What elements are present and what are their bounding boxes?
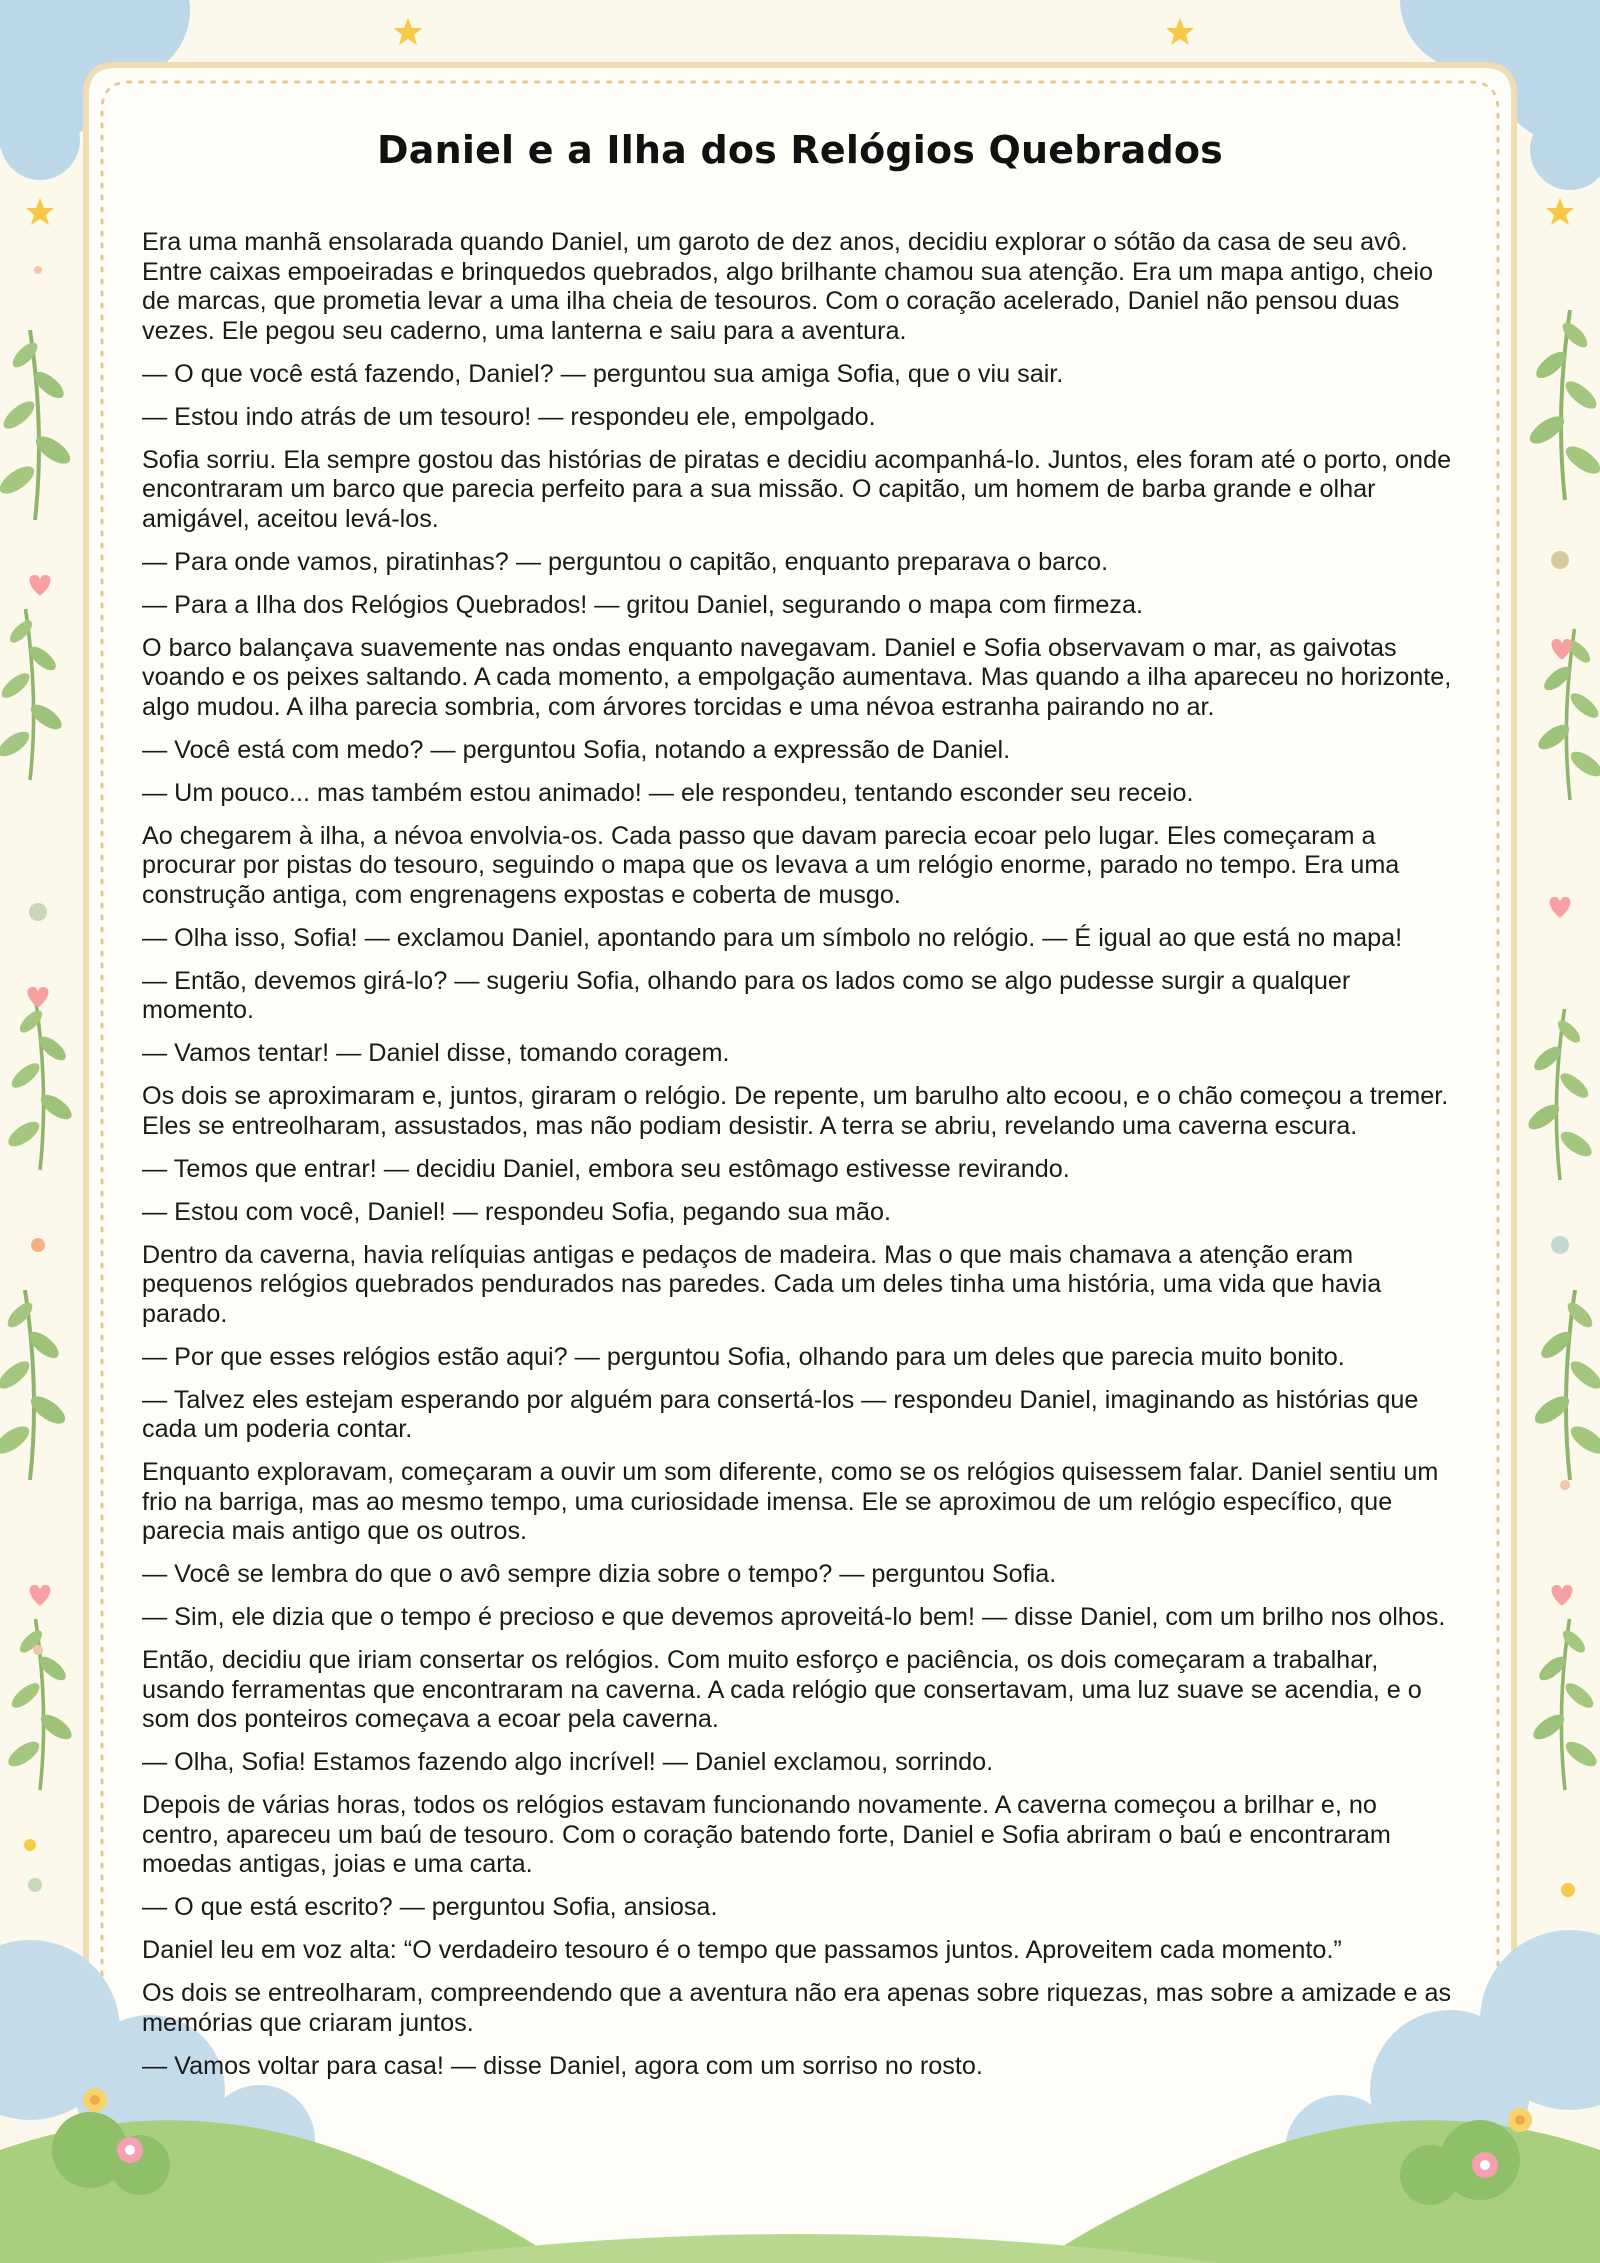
story-paragraph: Então, decidiu que iriam consertar os relógios. Com muito esforço e paciência, os dois começaram a trabalhar, usando ferramentas que encontraram na caverna. A cada relógio que consertavam, uma luz suave se acendia, e o som dos ponteiros começava a ecoar pela caverna. [142,1646,1422,1733]
story-paragraph: Os dois se entreolharam, compreendendo que a aventura não era apenas sobre riquezas, mas sobre a amizade e as memórias que criaram juntos. [142,1979,1452,2037]
story-paragraph: Dentro da caverna, havia relíquias antigas e pedaços de madeira. Mas o que mais chamava a atenção eram pequenos relógios quebrados pendurados nas paredes. Cada um deles tinha uma história, uma vida que havia parado. [142,1240,1382,1328]
story-paragraph: — Olha isso, Sofia! — exclamou Daniel, apontando para um símbolo no relógio. — É igual ao que está no mapa! [142,923,1403,952]
story-paragraph: — Vamos tentar! — Daniel disse, tomando coragem. [142,1039,730,1067]
story-paragraph: — Um pouco... mas também estou animado! — ele respondeu, tentando esconder seu receio. [142,778,1194,807]
story-paragraph: Daniel leu em voz alta: “O verdadeiro tesouro é o tempo que passamos juntos. Aproveitem cada momento.” [142,1936,1342,1964]
story-paragraph: Era uma manhã ensolarada quando Daniel, um garoto de dez anos, decidiu explorar o sótão da casa de seu avô. Entre caixas empoeiradas e brinquedos quebrados, algo brilhante chamou sua atenção. Era um mapa antigo, cheio de marcas, que prometia levar a uma ilha cheia de tesouros. Com o coração acelerado, Daniel não pensou duas vezes. Ele pegou seu caderno, uma lanterna e saiu para a aventura. [142,228,1433,345]
story-paragraph: — Olha, Sofia! Estamos fazendo algo incrível! — Daniel exclamou, sorrindo. [142,1748,994,1776]
story-paragraph: — Temos que entrar! — decidiu Daniel, embora seu estômago estivesse revirando. [142,1154,1070,1183]
story-body [142,228,1458,2095]
story-paragraph: — Estou com você, Daniel! — respondeu Sofia, pegando sua mão. [142,1197,892,1226]
story-paragraph: Os dois se aproximaram e, juntos, giraram o relógio. De repente, um barulho alto ecoou, e o chão começou a tremer. Eles se entreolharam, assustados, mas não podiam desistir. A terra se abriu, revelando uma caverna escura. [142,1082,1449,1140]
story-paragraph: O barco balançava suavemente nas ondas enquanto navegavam. Daniel e Sofia observavam o mar, as gaivotas voando e os peixes saltando. A cada momento, a empolgação aumentava. Mas quando a ilha apareceu no horizonte, algo mudou. A ilha parecia sombria, com árvores torcidas e uma névoa estranha pairando no ar. [142,633,1452,721]
story-paragraph: Enquanto exploravam, começaram a ouvir um som diferente, como se os relógios quisessem falar. Daniel sentiu um frio na barriga, mas ao mesmo tempo, uma curiosidade imensa. Ele se aproximou de um relógio específico, que parecia mais antigo que os outros. [142,1458,1439,1545]
story-paragraph: — Sim, ele dizia que o tempo é precioso e que devemos aproveitá-lo bem! — disse Daniel, com um brilho nos olhos. [142,1603,1446,1631]
story-paragraph: — Talvez eles estejam esperando por alguém para consertá-los — respondeu Daniel, imaginando as histórias que cada um poderia contar. [142,1385,1419,1443]
leaf-sprigs-right [1524,310,1600,1790]
story-paragraph: Ao chegarem à ilha, a névoa envolvia-os. Cada passo que davam parecia ecoar pelo lugar. Eles começaram a procurar por pistas do tesouro, seguindo o mapa que os levava a um relógio enorme, parado no tempo. Era uma construção antiga, com engrenagens expostas e coberta de musgo. [142,821,1400,909]
story-paragraph: Sofia sorriu. Ela sempre gostou das histórias de piratas e decidiu acompanhá-lo. Juntos, eles foram até o porto, onde encontraram um barco que parecia perfeito para a sua missão. O capitão, um homem de barba grande e olhar amigável, aceitou levá-los. [142,445,1452,533]
leaf-sprigs-left [0,330,76,1790]
story-paragraph: — Então, devemos girá-lo? — sugeriu Sofia, olhando para os lados como se algo pudesse surgir a qualquer momento. [142,966,1351,1024]
story-paragraph: — O que está escrito? — perguntou Sofia, ansiosa. [142,1893,718,1921]
story-paragraph: — Você se lembra do que o avô sempre dizia sobre o tempo? — perguntou Sofia. [142,1560,1057,1588]
story-paragraph: — Para a Ilha dos Relógios Quebrados! — gritou Daniel, segurando o mapa com firmeza. [142,590,1144,619]
story-title: Daniel e a Ilha dos Relógios Quebrados [377,128,1223,172]
story-paragraph: — Para onde vamos, piratinhas? — perguntou o capitão, enquanto preparava o barco. [142,547,1109,576]
story-paragraph: — Você está com medo? — perguntou Sofia, notando a expressão de Daniel. [142,735,1011,764]
story-paragraph: Depois de várias horas, todos os relógios estavam funcionando novamente. A caverna começou a brilhar e, no centro, apareceu um baú de tesouro. Com o coração batendo forte, Daniel e Sofia abriram o baú e encontraram moedas antigas, joias e uma carta. [142,1791,1391,1878]
story-paragraph: — Vamos voltar para casa! — disse Daniel, agora com um sorriso no rosto. [142,2051,983,2080]
story-paragraph: — O que você está fazendo, Daniel? — perguntou sua amiga Sofia, que o viu sair. [142,359,1064,388]
story-paragraph: — Estou indo atrás de um tesouro! — respondeu ele, empolgado. [142,402,876,431]
story-paragraph: — Por que esses relógios estão aqui? — perguntou Sofia, olhando para um deles que parecia muito bonito. [142,1342,1345,1371]
